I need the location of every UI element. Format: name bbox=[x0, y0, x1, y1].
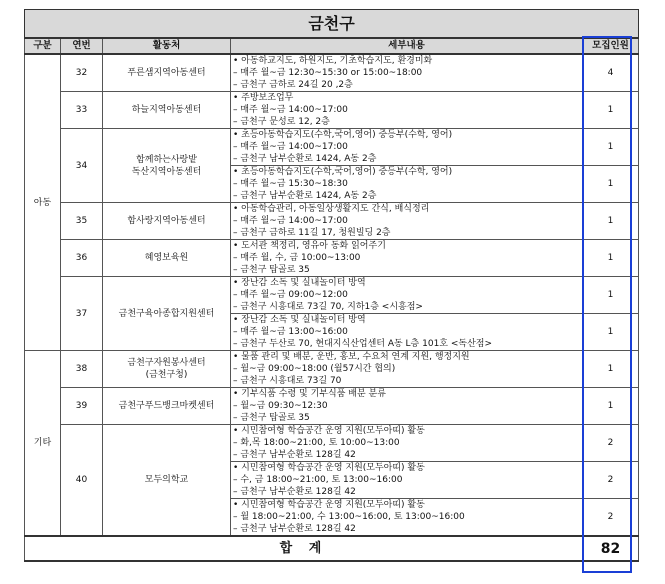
count-cell: 4 bbox=[583, 54, 639, 92]
detail-line: • 시민참여형 학습공간 운영 지원(모두아띠) 활동 bbox=[233, 463, 425, 473]
detail-line: – 매주 월~금 12:30~15:30 or 15:00~18:00 bbox=[233, 68, 423, 78]
recruitment-table bbox=[24, 9, 639, 562]
number-cell: 34 bbox=[61, 129, 103, 203]
number-cell: 38 bbox=[61, 351, 103, 388]
total-row bbox=[25, 536, 639, 561]
place-cell bbox=[103, 277, 231, 351]
count-cell: 2 bbox=[583, 499, 639, 537]
place-name: 금천구푸드뱅크마켓센터 bbox=[118, 401, 215, 411]
place-name: 혜영보육원 bbox=[144, 253, 189, 263]
count-cell: 1 bbox=[583, 277, 639, 314]
details-cell bbox=[231, 277, 583, 314]
detail-line: – 매주 월~금 14:00~17:00 bbox=[233, 216, 348, 226]
detail-line: – 금천구 문성로 12, 2층 bbox=[233, 117, 330, 127]
place-cell bbox=[103, 240, 231, 277]
place-name: 모두의학교 bbox=[144, 475, 189, 485]
table-row bbox=[25, 240, 639, 277]
count-cell: 1 bbox=[583, 166, 639, 203]
number-cell: 37 bbox=[61, 277, 103, 351]
detail-line: – 금천구 남부순환로 1424, A동 2층 bbox=[233, 191, 377, 201]
count-cell: 1 bbox=[583, 92, 639, 129]
detail-line: – 매주 월~금 09:00~12:00 bbox=[233, 290, 348, 300]
detail-line: – 월~금 09:00~18:00 (월57시간 협의) bbox=[233, 364, 396, 374]
table-row bbox=[25, 425, 639, 462]
detail-line: • 주방보조업무 bbox=[233, 93, 294, 103]
details-cell bbox=[231, 240, 583, 277]
details-cell bbox=[231, 388, 583, 425]
detail-line: – 금천구 두산로 70, 현대지식산업센터 A동 L층 101호 <독산점> bbox=[233, 339, 493, 349]
count-cell: 1 bbox=[583, 240, 639, 277]
detail-line: • 물품 관리 및 배분, 운반, 홍보, 수요처 연계 지원, 행정지원 bbox=[233, 352, 470, 362]
header-count: 모집인원 bbox=[583, 38, 639, 54]
table-row bbox=[25, 92, 639, 129]
detail-line: – 월 18:00~21:00, 수 13:00~16:00, 토 13:00~16:00 bbox=[233, 512, 465, 522]
number-cell: 33 bbox=[61, 92, 103, 129]
detail-line: – 금천구 금하로 11길 17, 청원빌딩 2층 bbox=[233, 228, 391, 238]
place-cell bbox=[103, 351, 231, 388]
category-cell: 아동 bbox=[25, 54, 61, 351]
detail-line: • 시민참여형 학습공간 운영 지원(모두아띠) 활동 bbox=[233, 426, 425, 436]
count-cell: 2 bbox=[583, 425, 639, 462]
details-cell bbox=[231, 92, 583, 129]
count-cell: 1 bbox=[583, 388, 639, 425]
detail-line: • 시민참여형 학습공간 운영 지원(모두아띠) 활동 bbox=[233, 500, 425, 510]
detail-line: – 금천구 탑골로 35 bbox=[233, 265, 310, 275]
number-cell: 35 bbox=[61, 203, 103, 240]
table-row bbox=[25, 388, 639, 425]
number-cell: 32 bbox=[61, 54, 103, 92]
place-name: 함께하는사랑밭 bbox=[136, 154, 197, 165]
count-cell: 2 bbox=[583, 462, 639, 499]
details-cell bbox=[231, 351, 583, 388]
detail-line: • 아동하교지도, 하원지도, 기초학습지도, 환경미화 bbox=[233, 56, 433, 66]
details-cell bbox=[231, 462, 583, 499]
detail-line: • 장난감 소독 및 실내놀이터 방역 bbox=[233, 315, 366, 325]
header-number: 연번 bbox=[61, 38, 103, 54]
detail-line: – 매주 월~금 14:00~17:00 bbox=[233, 105, 348, 115]
detail-line: • 장난감 소독 및 실내놀이터 방역 bbox=[233, 278, 366, 288]
detail-line: – 금천구 남부순환로 128길 42 bbox=[233, 450, 356, 460]
detail-line: • 초등아동학습지도(수학,국어,영어) 중등부(수학, 영어) bbox=[233, 130, 453, 140]
total-value: 82 bbox=[583, 536, 639, 561]
details-cell bbox=[231, 54, 583, 92]
count-cell: 1 bbox=[583, 203, 639, 240]
detail-line: – 매주 월~금 14:00~17:00 bbox=[233, 142, 348, 152]
table-row bbox=[25, 129, 639, 166]
recruitment-table-container bbox=[24, 9, 638, 562]
place-name: 독산지역아동센터 bbox=[131, 166, 202, 177]
place-cell bbox=[103, 425, 231, 537]
district-title: 금천구 bbox=[25, 10, 639, 39]
place-name: 함사랑지역아동센터 bbox=[127, 216, 206, 226]
place-cell bbox=[103, 129, 231, 203]
place-cell bbox=[103, 203, 231, 240]
header-place: 활동처 bbox=[103, 38, 231, 54]
details-cell bbox=[231, 499, 583, 537]
details-cell bbox=[231, 203, 583, 240]
table-row bbox=[25, 203, 639, 240]
detail-line: – 월~금 09:30~12:30 bbox=[233, 401, 328, 411]
header-category: 구분 bbox=[25, 38, 61, 54]
header-details: 세부내용 bbox=[231, 38, 583, 54]
detail-line: – 금천구 남부순환로 128길 42 bbox=[233, 524, 356, 534]
detail-line: – 화,목 18:00~21:00, 토 10:00~13:00 bbox=[233, 438, 400, 448]
place-cell bbox=[103, 388, 231, 425]
place-name: (금천구청) bbox=[145, 370, 188, 380]
detail-line: – 금천구 남부순환로 1424, A동 2층 bbox=[233, 154, 377, 164]
detail-line: – 금천구 금하로 24길 20 ,2층 bbox=[233, 80, 353, 90]
detail-line: • 아동학습관리, 아동일상생활지도 간식, 배식정리 bbox=[233, 204, 430, 214]
count-cell: 1 bbox=[583, 351, 639, 388]
header-row bbox=[25, 38, 639, 54]
table-row bbox=[25, 277, 639, 314]
count-cell: 1 bbox=[583, 129, 639, 166]
detail-line: – 금천구 남부순환로 128길 42 bbox=[233, 487, 356, 497]
detail-line: – 금천구 탑골로 35 bbox=[233, 413, 310, 423]
table-row bbox=[25, 54, 639, 92]
detail-line: – 매주 월, 수, 금 10:00~13:00 bbox=[233, 253, 361, 263]
detail-line: – 매주 월~금 13:00~16:00 bbox=[233, 327, 348, 337]
detail-line: – 금천구 시흥대로 73길 70 bbox=[233, 376, 342, 386]
number-cell: 36 bbox=[61, 240, 103, 277]
number-cell: 39 bbox=[61, 388, 103, 425]
total-label: 합 계 bbox=[25, 536, 583, 561]
detail-line: • 기부식품 수령 및 기부식품 배분 분류 bbox=[233, 389, 386, 399]
count-cell: 1 bbox=[583, 314, 639, 351]
detail-line: • 도서관 책정리, 영유아 동화 읽어주기 bbox=[233, 241, 386, 251]
place-name: 푸른샘지역아동센터 bbox=[127, 68, 206, 78]
number-cell: 40 bbox=[61, 425, 103, 537]
details-cell bbox=[231, 129, 583, 166]
detail-line: • 초등아동학습지도(수학,국어,영어) 중등부(수학, 영어) bbox=[233, 167, 453, 177]
place-name: 금천구육아종합지원센터 bbox=[118, 308, 215, 319]
details-cell bbox=[231, 166, 583, 203]
place-cell bbox=[103, 92, 231, 129]
place-cell bbox=[103, 54, 231, 92]
detail-line: – 수, 금 18:00~21:00, 토 13:00~16:00 bbox=[233, 475, 403, 485]
details-cell bbox=[231, 425, 583, 462]
table-row bbox=[25, 351, 639, 388]
category-cell: 기타 bbox=[25, 351, 61, 537]
detail-line: – 금천구 시흥대로 73길 70, 지하1층 <시흥점> bbox=[233, 302, 423, 312]
detail-line: – 매주 월~금 15:30~18:30 bbox=[233, 179, 348, 189]
place-name: 하늘지역아동센터 bbox=[131, 105, 202, 115]
place-name: 금천구자원봉사센터 bbox=[127, 358, 206, 368]
details-cell bbox=[231, 314, 583, 351]
